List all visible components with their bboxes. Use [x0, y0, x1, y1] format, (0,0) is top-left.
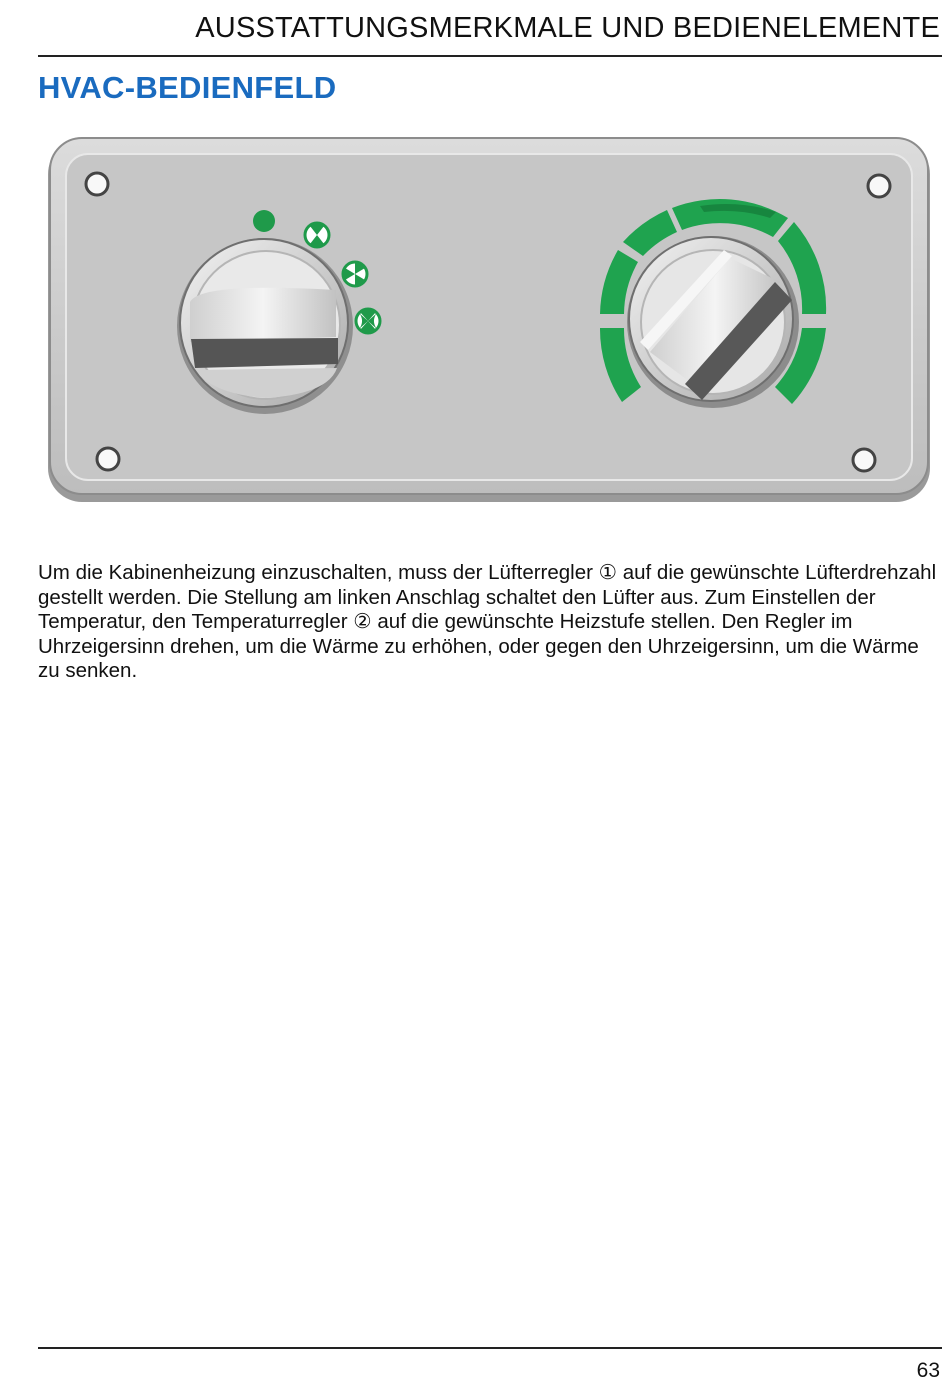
hvac-panel-svg — [40, 132, 940, 522]
footer-divider — [38, 1347, 942, 1349]
page-number: 63 — [916, 1359, 940, 1382]
fan-knob — [177, 238, 353, 414]
fan-high-icon — [356, 309, 380, 333]
temperature-knob — [627, 236, 799, 408]
fan-low-icon — [305, 223, 329, 247]
section-title: HVAC-BEDIENFELD — [38, 70, 337, 105]
fan-off-dot-icon — [253, 210, 275, 232]
header-divider — [38, 55, 942, 57]
hvac-panel-illustration — [40, 132, 940, 522]
chapter-title: AUSSTATTUNGSMERKMALE UND BEDIENELEMENTE — [195, 12, 940, 44]
body-paragraph: Um die Kabinenheizung einzuschalten, muss der Lüfterregler ① auf die gewünschte Lüfterdrehzahl gestellt werden. Die Stellung am linken Anschlag schaltet den Lüfter aus. Zum Einstellen der Temperatur, den Temperaturregler ② auf die gewünschte Heizstufe stellen. Den Regler im Uhrzeigersinn drehen, um die Wärme zu erhöhen, oder gegen den Uhrzeigersinn, um die Wärme zu senken. — [38, 561, 937, 683]
fan-medium-icon — [343, 262, 367, 286]
